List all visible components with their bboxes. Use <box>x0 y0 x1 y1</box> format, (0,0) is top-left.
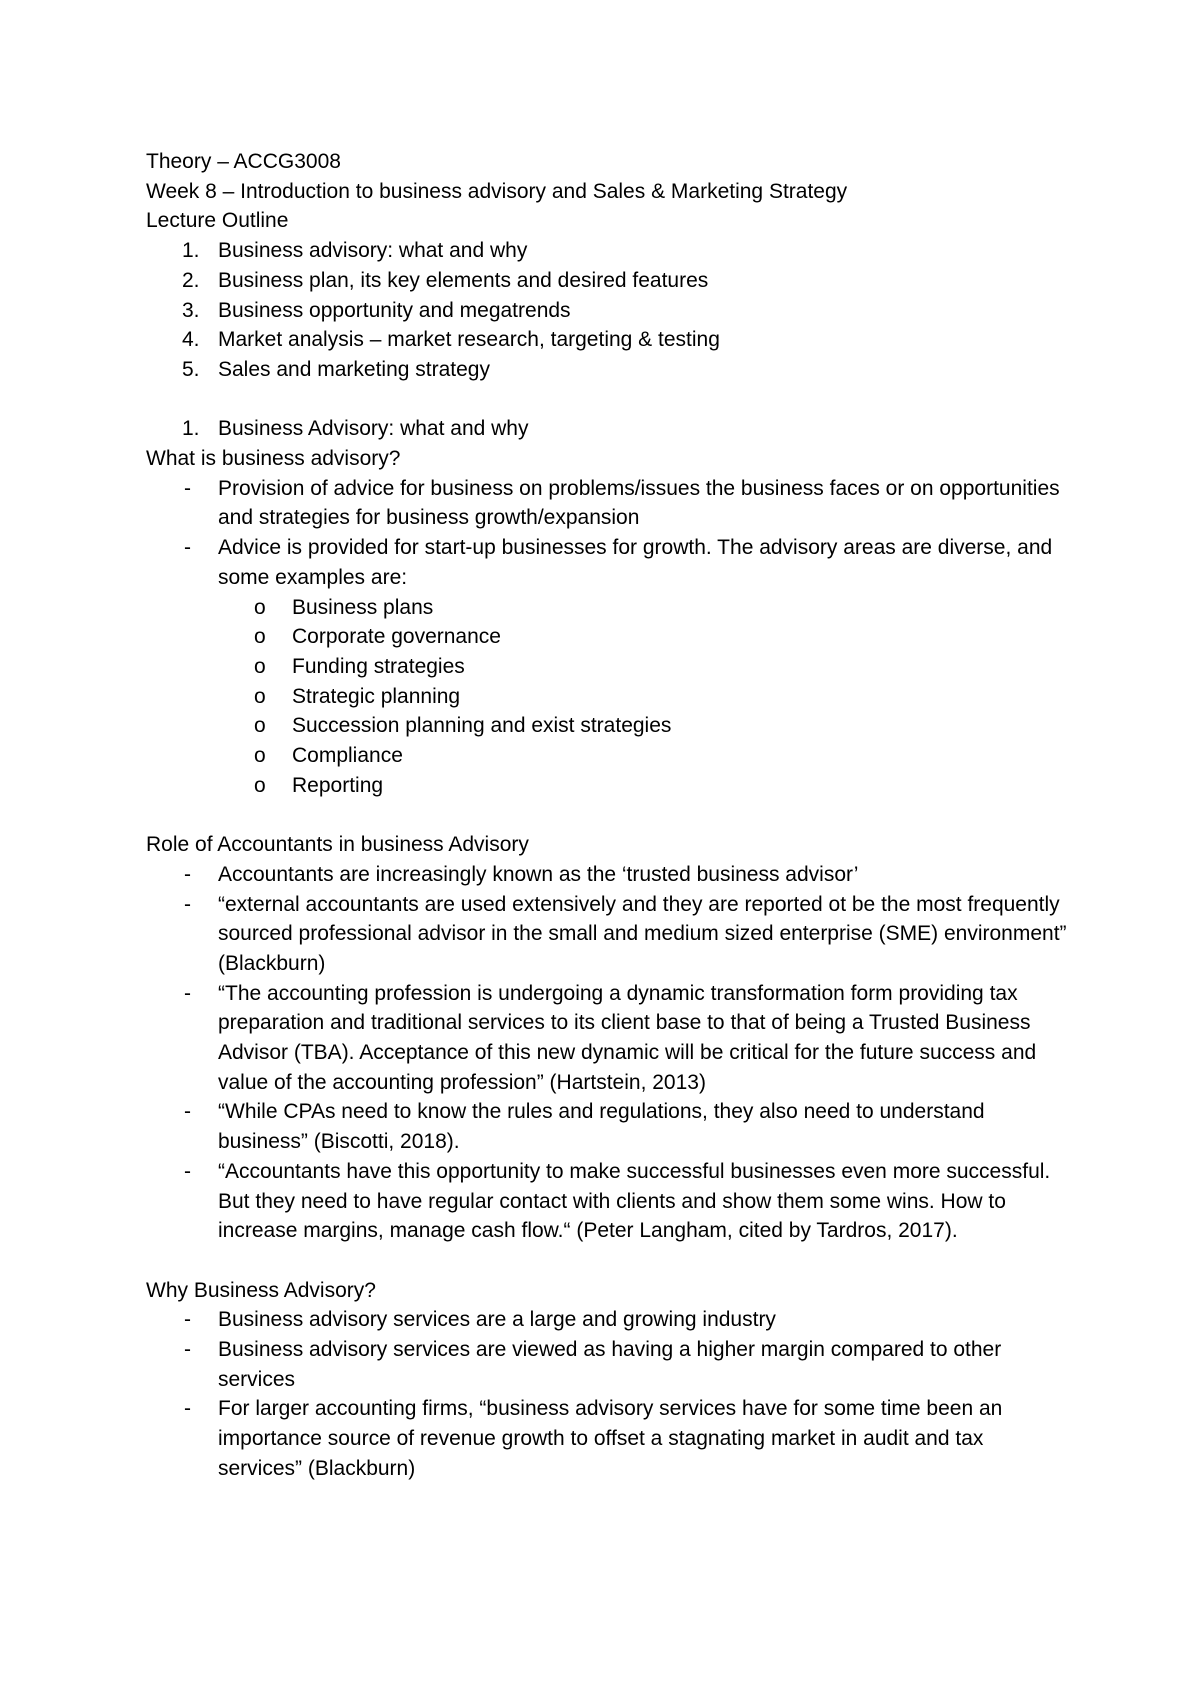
role-bullets <box>146 860 1070 1246</box>
example-item <box>146 652 1070 682</box>
section-heading-list <box>146 414 1070 444</box>
example-text: Compliance <box>292 744 403 768</box>
bullet-text: “Accountants have this opportunity to make successful businesses even more successful. But they need to have regular contact with clients and show them some wins. How to increase margins, manage cash flow.“ (Peter Langham, cited by Tardros, 2017). <box>218 1159 1051 1243</box>
outline-number: 2. <box>182 268 200 292</box>
dash-marker: - <box>184 862 191 886</box>
circle-marker: o <box>254 773 266 797</box>
outline-number: 3. <box>182 298 200 322</box>
why-bullets <box>146 1305 1070 1483</box>
dash-marker: - <box>184 892 191 916</box>
circle-marker: o <box>254 684 266 708</box>
example-text: Reporting <box>292 773 384 797</box>
circle-marker: o <box>254 744 266 768</box>
example-text: Corporate governance <box>292 625 501 649</box>
bullet-text: For larger accounting firms, “business advisory services have for some time been an importance source of revenue growth to offset a stagnating market in audit and tax services” (Blackburn) <box>218 1397 1003 1480</box>
outline-item-text: Business opportunity and megatrends <box>218 298 571 322</box>
section-number: 1. <box>182 417 200 441</box>
bullet-item <box>146 1335 1070 1394</box>
bullet-text: Accountants are increasingly known as the ‘trusted business advisor’ <box>218 862 859 886</box>
example-item <box>146 593 1070 623</box>
lecture-outline-list <box>146 236 1070 385</box>
what-is-bullets <box>146 474 1070 593</box>
bullet-item <box>146 890 1070 979</box>
example-text: Succession planning and exist strategies <box>292 714 672 738</box>
bullet-text: “The accounting profession is undergoing a dynamic transformation form providing tax preparation and traditional services to its client base to that of being a Trusted Business Advisor (TBA). Acceptance of this new dynamic will be critical for the future success and value of the accounting profession” (Hartstein, 2013) <box>218 981 1037 1094</box>
bullet-item <box>146 1097 1070 1156</box>
circle-marker: o <box>254 625 266 649</box>
circle-marker: o <box>254 714 266 738</box>
outline-item-text: Business advisory: what and why <box>218 239 528 263</box>
course-title: Theory – ACCG3008 <box>146 150 341 173</box>
outline-item <box>146 236 1070 266</box>
bullet-item <box>146 1157 1070 1246</box>
outline-item <box>146 355 1070 385</box>
bullet-item <box>146 979 1070 1098</box>
bullet-text: Advice is provided for start-up businesses for growth. The advisory areas are diverse, and some examples are: <box>218 536 1053 589</box>
dash-marker: - <box>184 1397 191 1421</box>
outline-number: 1. <box>182 239 200 263</box>
example-text: Funding strategies <box>292 654 465 678</box>
bullet-item <box>146 1394 1070 1483</box>
outline-number: 5. <box>182 357 200 381</box>
spacer <box>146 385 1070 415</box>
example-item <box>146 711 1070 741</box>
section-heading <box>146 414 1070 444</box>
bullet-text: “While CPAs need to know the rules and regulations, they also need to understand business” (Biscotti, 2018). <box>218 1100 985 1154</box>
week-title: Week 8 – Introduction to business advisory and Sales & Marketing Strategy <box>146 179 848 203</box>
dash-marker: - <box>184 536 191 560</box>
circle-marker: o <box>254 654 266 678</box>
why-heading: Why Business Advisory? <box>146 1278 376 1302</box>
bullet-text: “external accountants are used extensively and they are reported ot be the most frequently sourced professional advisor in the small and medium sized enterprise (SME) environment” (Blackburn) <box>218 892 1067 975</box>
circle-marker: o <box>254 595 266 619</box>
example-text: Business plans <box>292 595 434 619</box>
example-item <box>146 771 1070 801</box>
dash-marker: - <box>184 1308 191 1332</box>
example-item <box>146 622 1070 652</box>
bullet-item <box>146 860 1070 890</box>
bullet-text: Business advisory services are a large and growing industry <box>218 1308 776 1332</box>
outline-title: Lecture Outline <box>146 209 289 233</box>
dash-marker: - <box>184 981 191 1005</box>
outline-item <box>146 325 1070 355</box>
example-item <box>146 741 1070 771</box>
section-heading-text: Business Advisory: what and why <box>218 417 529 441</box>
outline-item-text: Sales and marketing strategy <box>218 357 490 381</box>
dash-marker: - <box>184 1100 191 1124</box>
bullet-text: Provision of advice for business on problems/issues the business faces or on opportunities and strategies for business growth/expansion <box>218 476 1060 530</box>
bullet-item <box>146 533 1070 592</box>
dash-marker: - <box>184 1338 191 1362</box>
spacer <box>146 1246 1070 1276</box>
example-text: Strategic planning <box>292 684 461 708</box>
bullet-item <box>146 1305 1070 1335</box>
example-item <box>146 682 1070 712</box>
spacer <box>146 800 1070 830</box>
role-heading: Role of Accountants in business Advisory <box>146 833 529 857</box>
advisory-examples-list <box>146 593 1070 801</box>
outline-item <box>146 296 1070 326</box>
outline-item-text: Business plan, its key elements and desired features <box>218 268 709 292</box>
outline-number: 4. <box>182 328 200 352</box>
dash-marker: - <box>184 476 191 500</box>
bullet-item <box>146 474 1070 533</box>
outline-item <box>146 266 1070 296</box>
outline-item-text: Market analysis – market research, targeting & testing <box>218 328 720 352</box>
bullet-text: Business advisory services are viewed as having a higher margin compared to other services <box>218 1338 1002 1391</box>
what-is-heading: What is business advisory? <box>146 447 401 471</box>
dash-marker: - <box>184 1159 191 1183</box>
